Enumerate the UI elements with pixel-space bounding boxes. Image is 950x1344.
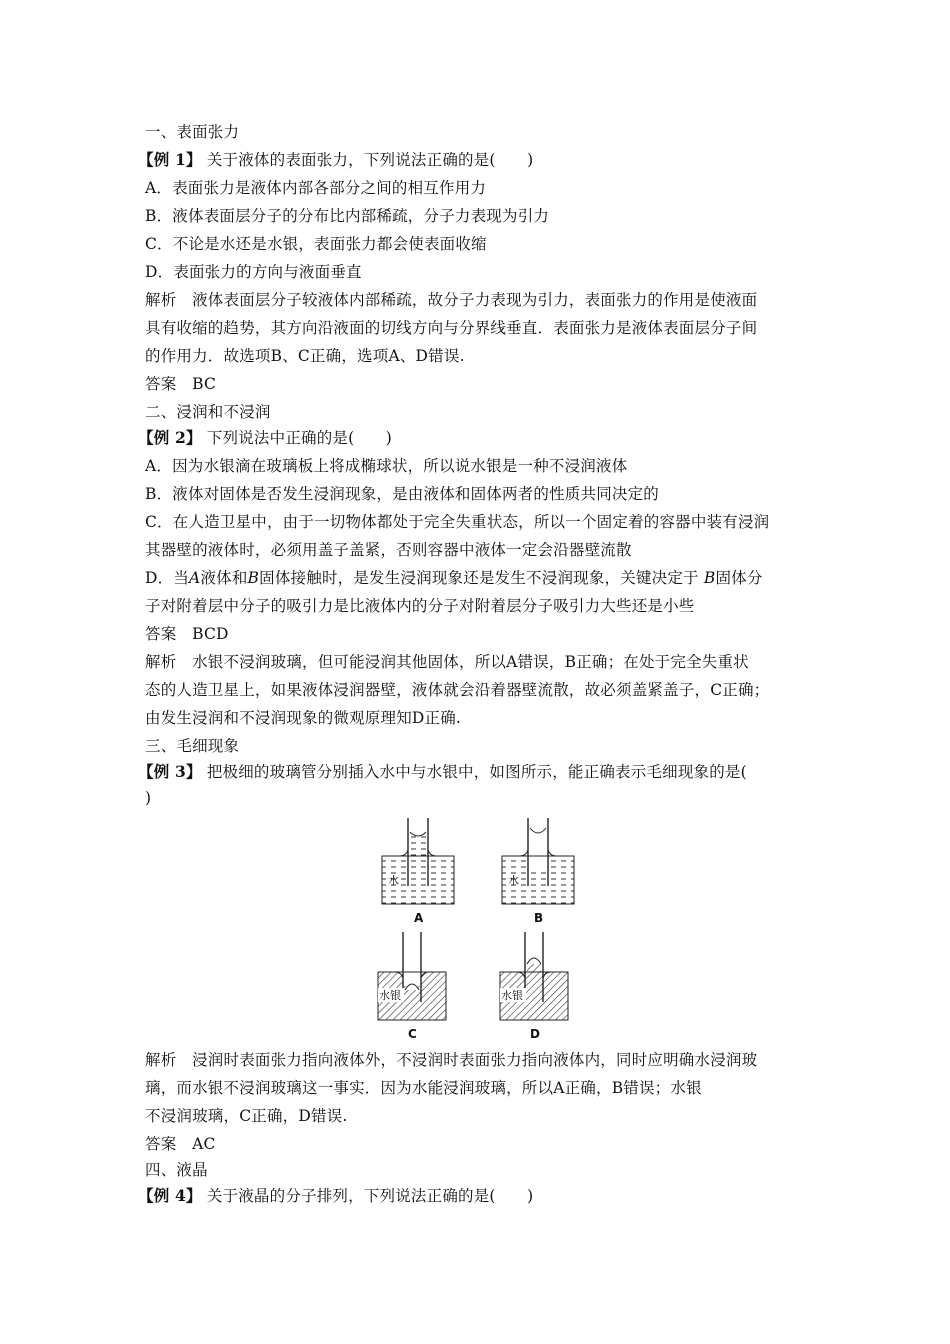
capillary-figure (370, 816, 580, 1052)
example-1-option-a: A．表面张力是液体内部各部分之间的相互作用力 (145, 179, 487, 197)
panel-a (382, 818, 454, 925)
italic-a: A (189, 569, 201, 587)
water-label-b: 水 (508, 874, 519, 887)
example-3-tag: 【例 3】 (138, 762, 202, 781)
example-1-analysis-line-2: 具有收缩的趋势，其方向沿液面的切线方向与分界线垂直．表面张力是液体表面层分子间 (145, 319, 758, 337)
text-run: D．当 (145, 569, 190, 587)
example-2-option-d-line-1 (145, 568, 763, 588)
example-1-answer: 答案 BC (145, 375, 217, 393)
example-1-option-d: D．表面张力的方向与液面垂直 (145, 263, 362, 281)
example-1-question: 关于液体的表面张力，下列说法正确的是( ) (206, 151, 534, 169)
label-a: A (414, 911, 424, 925)
example-2-tag: 【例 2】 (138, 428, 202, 447)
section-heading-capillary: 三、毛细现象 (145, 737, 240, 755)
panel-d (500, 932, 568, 1041)
example-1-option-b: B．液体表面层分子的分布比内部稀疏，分子力表现为引力 (145, 207, 550, 225)
water-label-a: 水 (388, 874, 399, 887)
text-run: 固体接触时，是发生浸润现象还是发生不浸润现象，关键决定于 (259, 569, 699, 587)
example-2-option-b: B．液体对固体是否发生浸润现象，是由液体和固体两者的性质共同决定的 (145, 485, 659, 503)
example-1-stem (138, 150, 533, 170)
example-2-question: 下列说法中正确的是( ) (206, 429, 393, 447)
label-c: C (408, 1027, 417, 1041)
example-2-option-a: A．因为水银滴在玻璃板上将成椭球状，所以说水银是一种不浸润液体 (145, 457, 628, 475)
example-4-stem (138, 1186, 533, 1206)
mercury-column-c (405, 986, 419, 1020)
example-2-analysis-line-1: 解析 水银不浸润玻璃，但可能浸润其他固体，所以A错误，B正确；在处于完全失重状 (145, 653, 749, 671)
water-column-a (410, 832, 426, 904)
panel-b (502, 818, 574, 925)
italic-b: B (703, 569, 716, 587)
example-3-analysis-line-3: 不浸润玻璃，C正确，D错误. (145, 1107, 348, 1125)
mercury-column-d (527, 960, 541, 1020)
example-2-option-d-line-2: 子对附着层中分子的吸引力是比液体内的分子对附着层分子吸引力大些还是小些 (145, 597, 695, 615)
example-1-analysis-line-3: 的作用力．故选项B、C正确，选项A、D错误. (145, 347, 465, 365)
example-2-option-c-line-1: C．在人造卫星中，由于一切物体都处于完全失重状态，所以一个固定着的容器中装有浸润 (145, 513, 770, 531)
example-3-question: 把极细的玻璃管分别插入水中与水银中，如图所示，能正确表示毛细现象的是( (206, 763, 747, 781)
example-2-analysis-line-2: 态的人造卫星上，如果液体浸润器壁，液体就会沿着器壁流散，故必须盖紧盖子，C正确； (145, 681, 770, 699)
text-run: 液体和 (200, 569, 248, 587)
example-2-answer: 答案 BCD (145, 625, 229, 643)
example-2-option-c-line-2: 其器壁的液体时，必须用盖子盖紧，否则容器中液体一定会沿器壁流散 (145, 541, 632, 559)
section-heading-wetting: 二、浸润和不浸润 (145, 403, 271, 421)
water-column-b (530, 872, 546, 904)
example-3-stem (138, 762, 747, 782)
section-heading-surface-tension: 一、表面张力 (145, 123, 240, 141)
text-run: 固体分 (715, 569, 763, 587)
label-b: B (534, 911, 544, 925)
example-3-answer: 答案 AC (145, 1135, 216, 1153)
example-2-stem (138, 428, 392, 448)
example-1-option-c: C．不论是水还是水银，表面张力都会使表面收缩 (145, 235, 487, 253)
example-3-analysis-line-2: 璃，而水银不浸润玻璃这一事实．因为水能浸润玻璃，所以A正确，B错误；水银 (145, 1079, 702, 1097)
example-3-analysis-line-1: 解析 浸润时表面张力指向液体外，不浸润时表面张力指向液体内，同时应明确水浸润玻 (145, 1051, 758, 1069)
mercury-label-d: 水银 (501, 989, 523, 1002)
example-1-tag: 【例 1】 (138, 150, 202, 169)
example-1-analysis-line-1: 解析 液体表面层分子较液体内部稀疏，故分子力表现为引力，表面张力的作用是使液面 (145, 291, 758, 309)
example-2-analysis-line-3: 由发生浸润和不浸润现象的微观原理知D正确. (145, 709, 462, 727)
section-heading-liquid-crystal: 四、液晶 (145, 1161, 208, 1179)
italic-b: B (247, 569, 260, 587)
mercury-label-c: 水银 (379, 989, 401, 1002)
example-3-stem-close: ) (145, 789, 152, 807)
example-4-question: 关于液晶的分子排列，下列说法正确的是( ) (206, 1187, 534, 1205)
panel-c (378, 932, 446, 1041)
example-4-tag: 【例 4】 (138, 1186, 202, 1205)
label-d: D (530, 1027, 540, 1041)
